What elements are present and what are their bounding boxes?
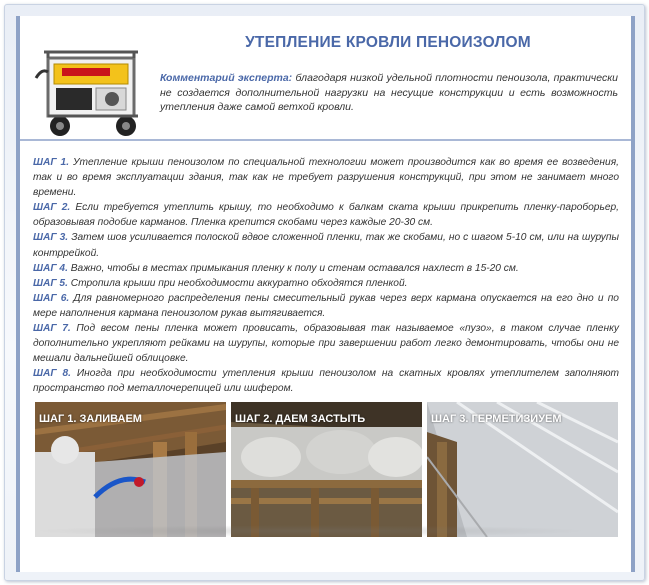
- expert-comment-text: благодаря низкой удельной плотности пеноизола, практически не создается дополнительной нагрузки на несущие конструкции и есть возможность утепления даже самой ветхой кровли.: [160, 72, 618, 113]
- step-item: [33, 291, 619, 321]
- step-number: ШАГ 8.: [33, 368, 71, 380]
- photos-shadow: [30, 525, 590, 537]
- step-text: Важно, чтобы в местах примыкания пленку к полу и стенам оставался нахлест в 15-20 см.: [70, 262, 519, 274]
- photo-step-3: [427, 402, 618, 537]
- step-number: ШАГ 2.: [33, 202, 71, 214]
- step-text: Иногда при необходимости утепления крыши пеноизолом на скатных кровлях утеплителем заполняют пространство под металлочерепицей или шифером.: [33, 368, 619, 395]
- step-item: [33, 276, 619, 291]
- article-header: [20, 16, 631, 141]
- photo-step-2: [231, 402, 422, 537]
- foam-machine-image: [34, 38, 150, 138]
- article-content: [16, 16, 635, 572]
- step-text: Стропила крыши при необходимости аккуратно обходятся пленкой.: [70, 277, 408, 289]
- step-text: Для равномерного распределения пены смесительный рукав через верх кармана опускается на его дно и по мере наполнения кармана пеноизолом рукав вытягивается.: [33, 292, 619, 319]
- expert-comment: [160, 71, 618, 115]
- step-number: ШАГ 3.: [33, 232, 69, 244]
- step-photos: [35, 402, 617, 537]
- steps-list: [33, 155, 619, 397]
- article-card: [4, 4, 645, 581]
- article-title: УТЕПЛЕНИЕ КРОВЛИ ПЕНОИЗОЛОМ: [245, 34, 531, 51]
- step-number: ШАГ 7.: [33, 323, 71, 335]
- step-text: Под весом пены пленка может провисать, образовывая так называемое «пузо», в таком случае пленку дополнительно укрепляют рейками на шурупы, которые при завершении работ легко демонтировать, чтобы они не мешали дальнейшей облицовке.: [33, 323, 619, 365]
- step-text: Утепление крыши пеноизолом по специальной технологии может производится как во время ее возведения, так и во время эксплуатации здания, так как не требует разрушения конструкций, при этом не занимает много времени.: [33, 157, 619, 199]
- step-text: Если требуется утеплить крышу, то необходимо к балкам ската крыши прикрепить пленку-пароборьер, образовывая подобие карманов. Пленка крепится скобами через каждые 20-30 см.: [33, 202, 619, 229]
- step-number: ШАГ 5.: [33, 277, 68, 289]
- step-text: Затем шов усиливается полоской вдвое сложенной пленки, так же скобами, но с шагом 5-10 см, или на шурупы контррейкой.: [33, 232, 619, 259]
- header-divider: [20, 139, 631, 141]
- step-number: ШАГ 6.: [33, 292, 70, 304]
- step-item: [33, 155, 619, 200]
- step-item: [33, 366, 619, 396]
- photo-step-2-caption: ШАГ 2. ДАЕМ ЗАСТЫТЬ: [235, 413, 366, 425]
- step-item: [33, 230, 619, 260]
- step-item: [33, 200, 619, 230]
- step-item: [33, 321, 619, 366]
- step-number: ШАГ 4.: [33, 262, 68, 274]
- expert-comment-label: Комментарий эксперта:: [160, 72, 293, 84]
- photo-step-1: [35, 402, 226, 537]
- photo-step-1-caption: ШАГ 1. ЗАЛИВАЕМ: [39, 413, 142, 425]
- step-number: ШАГ 1.: [33, 157, 70, 168]
- step-item: [33, 261, 619, 276]
- photo-step-3-caption: ШАГ 3. ГЕРМЕТИЗИУЕМ: [431, 413, 562, 425]
